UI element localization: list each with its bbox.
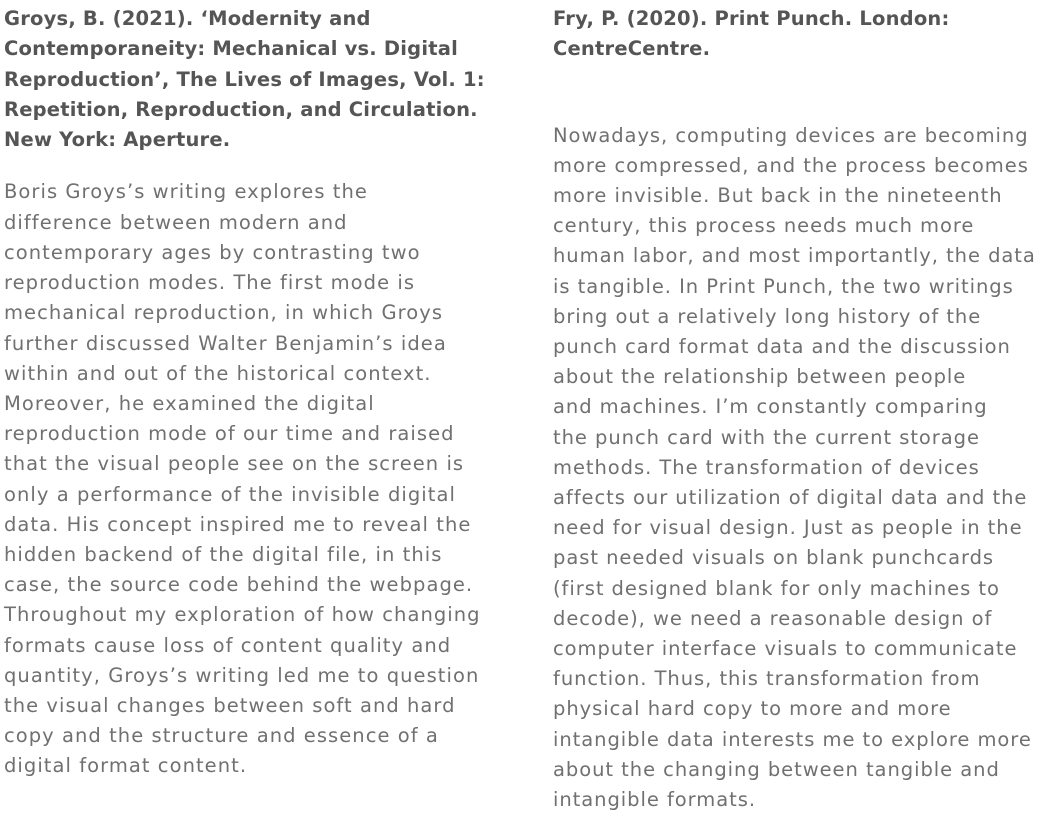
body-line: data. His concept inspired me to reveal the bbox=[4, 512, 472, 536]
body-line: mechanical reproduction, in which Groys bbox=[4, 301, 444, 325]
body-line: (first designed blank for only machines to bbox=[553, 576, 1000, 600]
body-line: Nowadays, computing devices are becoming bbox=[553, 123, 1029, 147]
citation-line: Groys, B. (2021). ‘Modernity and bbox=[4, 7, 371, 30]
body-line: more invisible. But back in the nineteenth bbox=[553, 184, 1003, 207]
body-line: the visual changes between soft and hard bbox=[4, 693, 456, 717]
body-line: decode), we need a reasonable design of bbox=[553, 606, 993, 630]
citation-line: CentreCentre. bbox=[553, 37, 711, 61]
body-line: formats cause loss of content quality and bbox=[4, 633, 452, 657]
body-line: methods. The transformation of devices bbox=[553, 455, 980, 479]
citation-line: Reproduction’, The Lives of Images, Vol. 1: bbox=[4, 67, 485, 91]
body-line: Throughout my exploration of how changing bbox=[4, 603, 481, 627]
body-line: contemporary ages by contrasting two bbox=[4, 240, 421, 264]
body-line: difference between modern and bbox=[4, 210, 348, 234]
left-body-paragraph bbox=[4, 177, 504, 781]
body-line: more compressed, and the process becomes bbox=[553, 153, 1029, 177]
body-line: past needed visuals on blank punchcards bbox=[553, 546, 995, 570]
right-column bbox=[553, 4, 1058, 815]
body-line: reproduction modes. The first mode is bbox=[4, 271, 416, 295]
body-line: copy and the structure and essence of a bbox=[4, 724, 439, 748]
body-line: hidden backend of the digital file, in this bbox=[4, 542, 443, 566]
body-line: human labor, and most importantly, the data bbox=[553, 244, 1036, 268]
body-line: case, the source code behind the webpage. bbox=[4, 573, 474, 597]
body-line: that the visual people see on the screen is bbox=[4, 452, 465, 476]
body-line: need for visual design. Just as people in the bbox=[553, 516, 1023, 540]
citation-line: Fry, P. (2020). Print Punch. London: bbox=[553, 7, 950, 30]
body-line: only a performance of the invisible digital bbox=[4, 482, 456, 506]
body-line: reproduction mode of our time and raised bbox=[4, 422, 455, 446]
body-line: within and out of the historical context. bbox=[4, 361, 432, 385]
body-line: further discussed Walter Benjamin’s idea bbox=[4, 331, 447, 355]
citation-line: Repetition, Reproduction, and Circulation. bbox=[4, 97, 478, 121]
body-line: bring out a relatively long history of the bbox=[553, 304, 982, 328]
body-line: physical hard copy to more and more bbox=[553, 697, 952, 721]
body-line: intangible data interests me to explore more bbox=[553, 727, 1032, 751]
right-citation bbox=[553, 4, 1058, 65]
citation-line: Contemporaneity: Mechanical vs. Digital bbox=[4, 37, 458, 61]
body-line: Moreover, he examined the digital bbox=[4, 391, 375, 415]
right-body-paragraph bbox=[553, 121, 1058, 816]
body-line: function. Thus, this transformation from bbox=[553, 667, 981, 691]
citation-line: New York: Aperture. bbox=[4, 128, 231, 152]
body-line: intangible formats. bbox=[553, 788, 756, 812]
left-column bbox=[4, 4, 504, 782]
body-line: and machines. I’m constantly comparing bbox=[553, 395, 988, 419]
body-line: computer interface visuals to communicate bbox=[553, 637, 1018, 661]
body-line: punch card format data and the discussion bbox=[553, 335, 1011, 359]
body-line: affects our utilization of digital data and the bbox=[553, 486, 1028, 510]
body-line: digital format content. bbox=[4, 754, 248, 778]
body-line: is tangible. In Print Punch, the two writings bbox=[553, 274, 1014, 298]
left-citation bbox=[4, 4, 504, 155]
body-line: quantity, Groys’s writing led me to question bbox=[4, 663, 480, 687]
body-line: Boris Groys’s writing explores the bbox=[4, 180, 368, 204]
body-line: century, this process needs much more bbox=[553, 214, 975, 238]
body-line: about the relationship between people bbox=[553, 365, 967, 389]
body-line: about the changing between tangible and bbox=[553, 757, 1000, 781]
body-line: the punch card with the current storage bbox=[553, 425, 980, 449]
